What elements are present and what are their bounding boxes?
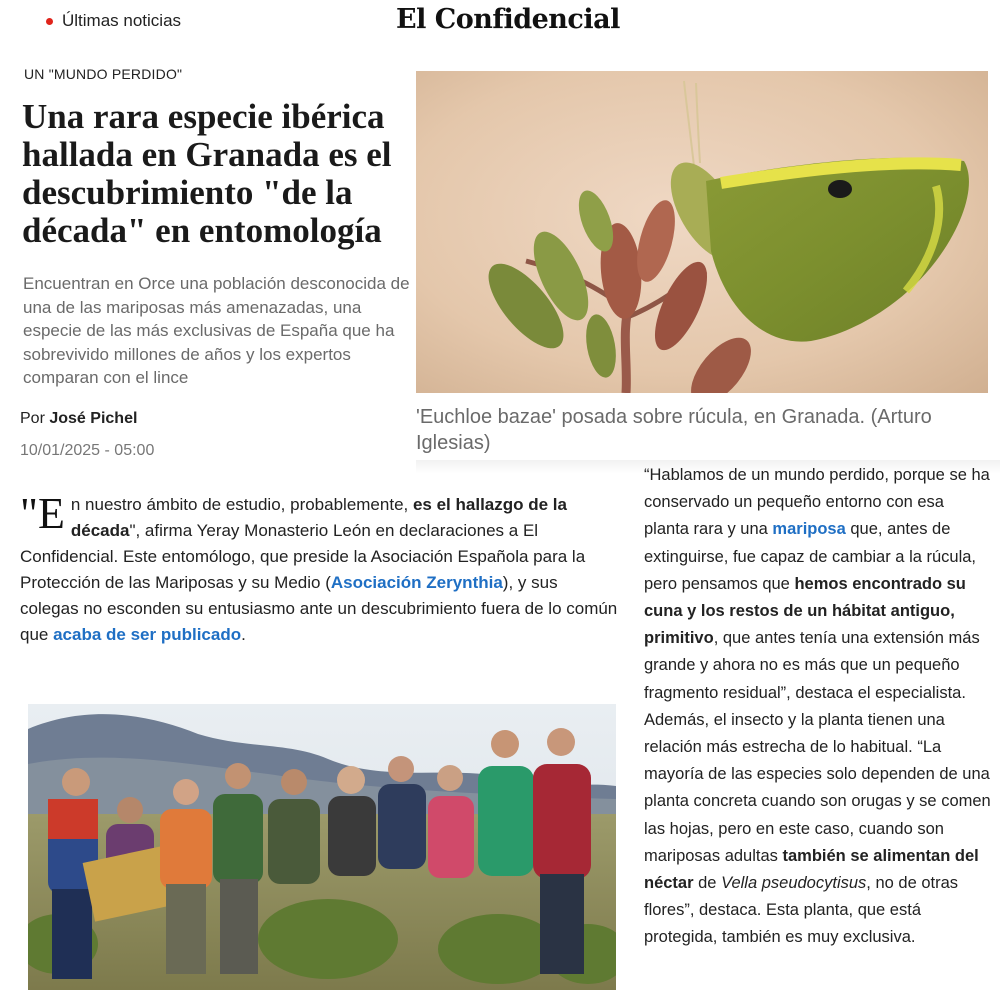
species-name: Vella pseudocytisus bbox=[721, 874, 867, 893]
breaking-news-label: Últimas noticias bbox=[62, 11, 182, 30]
lead-highlight: es el hallazgo de la década bbox=[70, 495, 567, 540]
publish-date: 10/01/2025 - 05:00 bbox=[20, 442, 155, 459]
author-link[interactable]: José Pichel bbox=[49, 410, 138, 427]
hero-image-caption: 'Euchloe bazae' posada sobre rúcula, en Granada. (Arturo Iglesias) bbox=[416, 406, 932, 454]
article-headline: Una rara especie ibérica hallada en Granada es el descubrimiento "de la década" en entomología bbox=[22, 97, 392, 250]
quote-paragraph: “Hablamos de un mundo perdido, porque se ha conservado un pequeño entorno con esa planta rara y una mariposa que, antes de extinguirse, fue capaz de cambiar a la rúcula, pero pensamos que hemos encontrado su cuna y los restos de un hábitat antiguo, primitivo, que antes tenía una extensión más grande y ahora no es más que un pequeño fragmento residual”, destaca el especialista. Además, el insecto y la planta tienen una relación más estrecha de lo habitual. “La mayoría de las especies solo dependen de una planta concreta cuando son orugas y se comen las hojas, pero en este caso, cuando son mariposas adultas también se alimentan del néctar de Vella pseudocytisus, no de otras flores”, destaca. Esta planta, que está protegida, también es muy exclusiva. bbox=[644, 466, 991, 947]
link-acaba-de-ser-publicado[interactable]: acaba de ser publicado bbox=[53, 625, 242, 644]
site-logo[interactable]: El Confidencial bbox=[396, 4, 620, 35]
group-photo-researchers bbox=[28, 704, 616, 990]
article-kicker: UN "MUNDO PERDIDO" bbox=[24, 66, 183, 82]
hero-image-butterfly bbox=[416, 71, 988, 393]
quote-highlight-cuna: hemos encontrado su cuna y los restos de un hábitat antiguo, primitivo bbox=[644, 574, 966, 648]
byline bbox=[20, 410, 137, 428]
link-mariposa[interactable]: mariposa bbox=[772, 520, 846, 539]
article-subtitle: Encuentran en Orce una población desconocida de una de las mariposas más amenazadas, una especie de las más exclusivas de España que ha sobrevivido millones de años y los expertos comparan con el lince bbox=[23, 274, 410, 387]
byline-prefix: Por bbox=[20, 410, 45, 427]
live-dot-icon bbox=[46, 18, 53, 25]
breaking-news-link[interactable] bbox=[46, 11, 181, 31]
top-bar bbox=[0, 0, 1000, 46]
lead-paragraph: "E n nuestro ámbito de estudio, probablemente, es el hallazgo de la década", afirma Yeray Monasterio León en declaraciones a El Confidencial. Este entomólogo, que preside la Asociación Española para la Protección de las Mariposas y su Medio (Asociación Zerynthia), y sus colegas no esconden su entusiasmo ante un descubrimiento fuera de lo común que acaba de ser publicado. bbox=[20, 489, 618, 644]
quote-highlight-nectar: también se alimentan del néctar bbox=[644, 846, 979, 893]
dropcap: "E bbox=[20, 489, 65, 538]
link-asociacion-zerynthia[interactable]: Asociación Zerynthia bbox=[330, 573, 503, 592]
